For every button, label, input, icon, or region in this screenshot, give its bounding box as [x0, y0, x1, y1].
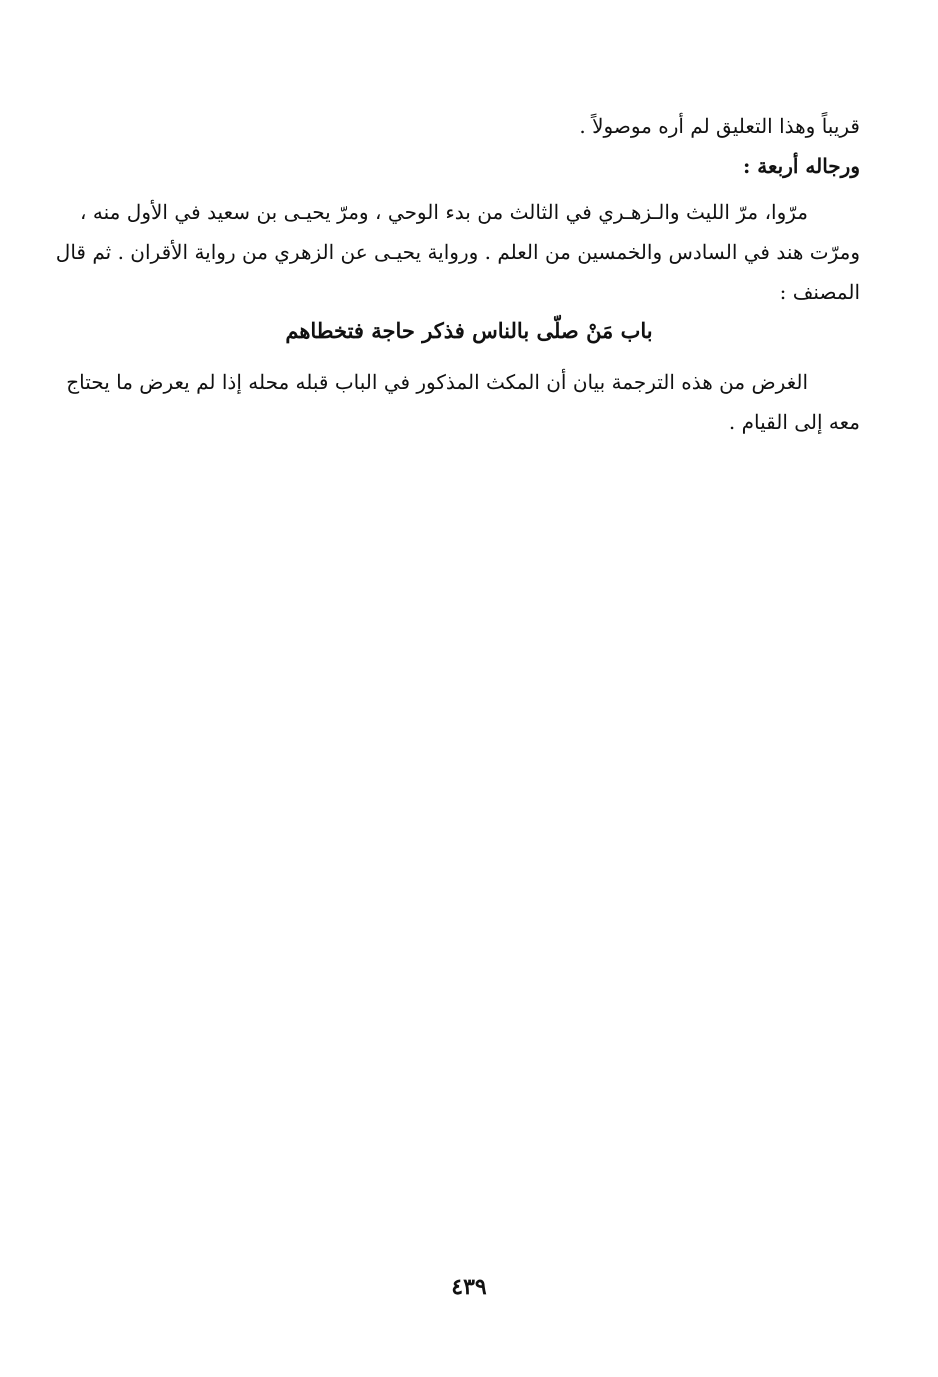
- paragraph-line: المصنف :: [779, 280, 860, 304]
- paragraph-line: معه إلى القيام .: [728, 410, 860, 434]
- page-number: ٤٣٩: [451, 1274, 487, 1300]
- text-block-intro: [80, 106, 860, 186]
- text-line-continuation: قريباً وهذا التعليق لم أره موصولاً .: [579, 114, 860, 138]
- paragraph-narrators: [55, 192, 860, 312]
- paragraph-line: ومرّت هند في السادس والخمسين من العلم . ورواية يحيـى عن الزهري من رواية الأقران . ثم قال: [55, 240, 860, 264]
- paragraph-line: الغرض من هذه الترجمة بيان أن المكث المذكور في الباب قبله محله إذا لم يعرض ما يحتاج: [66, 370, 808, 394]
- text-line-narrators: ورجاله أربعة :: [742, 154, 860, 178]
- paragraph-purpose: [66, 362, 860, 442]
- chapter-heading: باب مَنْ صلّى بالناس فذكر حاجة فتخطاهم: [285, 318, 653, 343]
- paragraph-line: مرّوا، مرّ الليث والـزهـري في الثالث من بدء الوحي ، ومرّ يحيـى بن سعيد في الأول منه ،: [80, 200, 808, 224]
